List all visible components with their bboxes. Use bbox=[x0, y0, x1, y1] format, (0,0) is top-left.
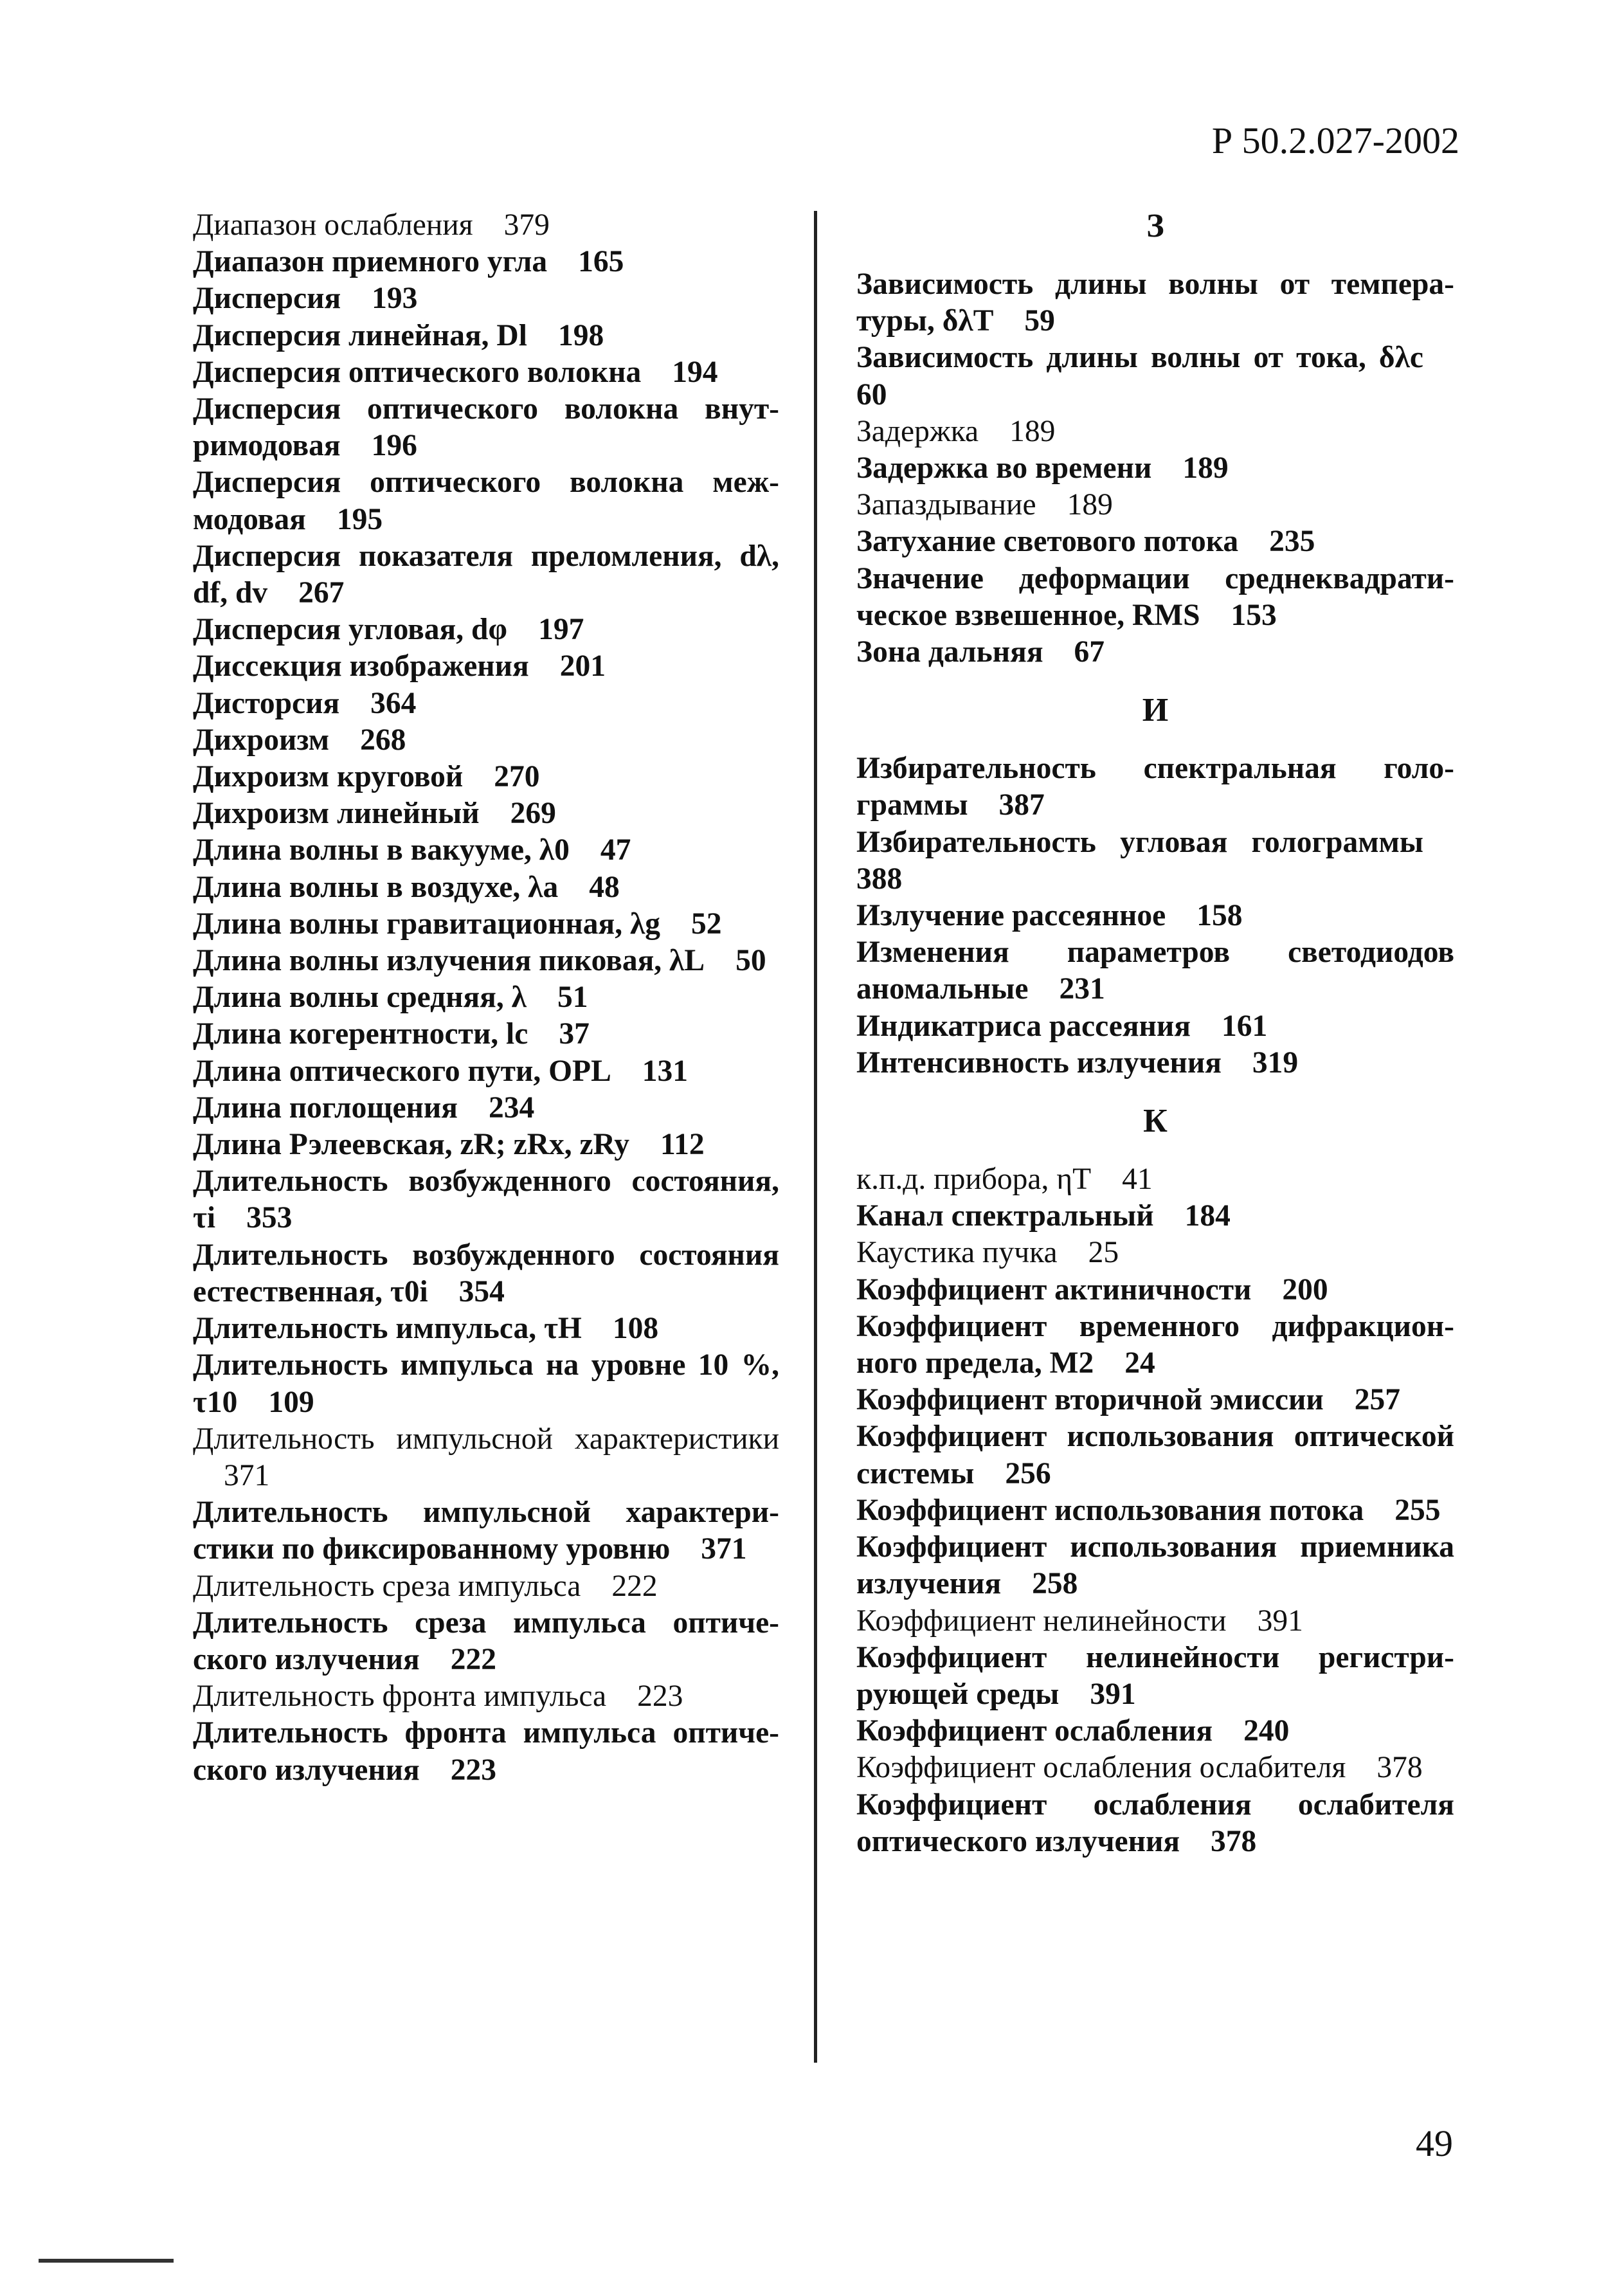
index-term: Длительность импульсной характеристики по фиксированному уровню bbox=[193, 1496, 779, 1566]
index-page-ref: 371 bbox=[701, 1532, 747, 1566]
index-term: Изменения параметров светодиодов аномальные bbox=[856, 936, 1454, 1006]
index-entry bbox=[193, 611, 779, 648]
index-term: Длина оптического пути, OPL bbox=[193, 1054, 611, 1088]
index-entry bbox=[193, 1163, 779, 1236]
index-page-ref: 234 bbox=[488, 1090, 535, 1125]
index-term: Длительность среза импульса bbox=[193, 1569, 581, 1603]
index-term: Длительность импульса, τH bbox=[193, 1312, 582, 1346]
index-page-ref: 59 bbox=[1024, 304, 1055, 338]
index-page-ref: 364 bbox=[370, 686, 417, 720]
index-term: Канал спектральный bbox=[856, 1199, 1154, 1233]
index-entry bbox=[193, 1568, 779, 1605]
index-term: Длительность фронта импульса оптического излучения bbox=[193, 1716, 779, 1787]
index-entry bbox=[856, 450, 1454, 487]
index-term: Дисперсия линейная, Dl bbox=[193, 318, 527, 352]
index-entry bbox=[856, 487, 1454, 523]
index-entry bbox=[856, 1308, 1454, 1382]
index-term: Зона дальняя bbox=[856, 635, 1043, 669]
index-page-ref: 198 bbox=[557, 318, 604, 352]
index-page-ref: 189 bbox=[1067, 488, 1113, 522]
index-page-ref: 353 bbox=[246, 1201, 293, 1235]
index-entry bbox=[856, 1492, 1454, 1529]
index-term: Дихроизм линейный bbox=[193, 797, 480, 831]
index-term: Длительность импульсной характеристики bbox=[193, 1422, 779, 1456]
index-term: Зависимость длины волны от тока, δλc bbox=[856, 341, 1423, 375]
index-page-ref: 184 bbox=[1184, 1199, 1231, 1233]
index-page-ref: 195 bbox=[336, 502, 383, 536]
index-term: Дисперсия показателя преломления, dλ, df, dv bbox=[193, 539, 779, 610]
index-term: Дихроизм bbox=[193, 723, 330, 757]
index-entry bbox=[193, 832, 779, 869]
index-entry bbox=[193, 1715, 779, 1788]
index-page-ref: 223 bbox=[637, 1679, 683, 1714]
index-entry bbox=[193, 538, 779, 611]
index-term: Зависимость длины волны от температуры, δλT bbox=[856, 267, 1454, 338]
index-entry bbox=[193, 1090, 779, 1126]
index-page-ref: 240 bbox=[1243, 1714, 1290, 1748]
index-page-ref: 378 bbox=[1376, 1751, 1423, 1785]
index-page-ref: 391 bbox=[1257, 1604, 1303, 1638]
index-page-ref: 112 bbox=[660, 1128, 705, 1162]
index-page-ref: 24 bbox=[1124, 1346, 1155, 1380]
index-page-ref: 235 bbox=[1269, 525, 1315, 559]
index-term: Длина волны средняя, λ bbox=[193, 981, 527, 1015]
index-page-ref: 257 bbox=[1354, 1383, 1400, 1417]
index-entry bbox=[856, 1235, 1454, 1271]
scan-edge-mark bbox=[39, 2259, 174, 2263]
right-index-column bbox=[856, 207, 1454, 1860]
index-entry bbox=[856, 1382, 1454, 1418]
index-entry bbox=[856, 523, 1454, 560]
index-page-ref: 200 bbox=[1282, 1272, 1328, 1307]
index-term: Диапазон ослабления bbox=[193, 208, 473, 242]
index-term: Длина поглощения bbox=[193, 1090, 458, 1125]
index-term: Дисперсия оптического волокна bbox=[193, 355, 642, 389]
index-term: Коэффициент ослабления ослабителя оптического излучения bbox=[856, 1787, 1454, 1858]
index-entry bbox=[856, 1008, 1454, 1045]
index-entry bbox=[856, 1603, 1454, 1640]
index-page-ref: 109 bbox=[268, 1385, 314, 1419]
index-entry bbox=[856, 1750, 1454, 1786]
index-entry bbox=[193, 391, 779, 464]
index-entry bbox=[193, 244, 779, 280]
index-entry bbox=[856, 934, 1454, 1008]
index-term: Коэффициент актиничности bbox=[856, 1272, 1252, 1307]
index-term: Длительность фронта импульса bbox=[193, 1679, 607, 1714]
index-term: Длительность возбужденного состояния естественная, τ0i bbox=[193, 1238, 779, 1308]
index-page-ref: 258 bbox=[1032, 1567, 1078, 1601]
index-term: Дихроизм круговой bbox=[193, 760, 464, 794]
index-page-ref: 388 bbox=[856, 862, 903, 896]
index-entry bbox=[856, 750, 1454, 824]
index-entry bbox=[856, 1529, 1454, 1602]
index-page-ref: 161 bbox=[1222, 1009, 1268, 1043]
page-number: 49 bbox=[1416, 2122, 1453, 2164]
index-page-ref: 131 bbox=[642, 1054, 689, 1088]
index-page-ref: 50 bbox=[735, 944, 766, 978]
index-entry bbox=[193, 354, 779, 391]
index-entry bbox=[193, 1053, 779, 1090]
index-page-ref: 378 bbox=[1211, 1824, 1257, 1858]
document-code: Р 50.2.027-2002 bbox=[1211, 120, 1459, 161]
index-page-ref: 379 bbox=[503, 208, 550, 242]
index-page-ref: 41 bbox=[1122, 1163, 1153, 1197]
index-term: Коэффициент нелинейности регистрирующей среды bbox=[856, 1640, 1454, 1711]
index-entry bbox=[193, 906, 779, 943]
index-page-ref: 194 bbox=[672, 355, 718, 389]
index-term: Диссекция изображения bbox=[193, 649, 529, 683]
index-entry bbox=[193, 1126, 779, 1163]
index-term: Диапазон приемного угла bbox=[193, 245, 548, 279]
index-page-ref: 270 bbox=[494, 760, 540, 794]
index-term: Интенсивность излучения bbox=[856, 1045, 1222, 1080]
index-page-ref: 197 bbox=[538, 613, 584, 647]
index-entry bbox=[193, 1310, 779, 1347]
index-term: Длина волны излучения пиковая, λL bbox=[193, 944, 705, 978]
index-page-ref: 25 bbox=[1088, 1236, 1119, 1270]
index-entry bbox=[856, 1161, 1454, 1198]
index-term: Длительность среза импульса оптического излучения bbox=[193, 1606, 779, 1676]
index-entry bbox=[193, 1016, 779, 1053]
index-term: Коэффициент вторичной эмиссии bbox=[856, 1383, 1324, 1417]
index-entry bbox=[193, 1678, 779, 1715]
index-term: Длина волны гравитационная, λg bbox=[193, 907, 661, 941]
index-entry bbox=[193, 318, 779, 354]
index-entry bbox=[856, 561, 1454, 634]
index-entry bbox=[193, 207, 779, 244]
index-page-ref: 37 bbox=[559, 1017, 590, 1051]
index-page-ref: 223 bbox=[450, 1753, 496, 1787]
index-entry bbox=[193, 464, 779, 538]
section-letter-heading: З bbox=[1146, 208, 1164, 244]
index-term: Задержка bbox=[856, 414, 979, 448]
index-entry bbox=[193, 1237, 779, 1310]
index-page-ref: 222 bbox=[611, 1569, 658, 1603]
index-page-ref: 391 bbox=[1090, 1677, 1136, 1711]
index-entry bbox=[193, 1494, 779, 1568]
index-page-ref: 189 bbox=[1009, 414, 1056, 448]
index-page-ref: 256 bbox=[1005, 1456, 1051, 1490]
index-page-ref: 255 bbox=[1394, 1493, 1441, 1527]
index-entry bbox=[856, 339, 1454, 413]
index-page-ref: 52 bbox=[691, 907, 722, 941]
index-entry bbox=[193, 1347, 779, 1420]
index-entry bbox=[193, 979, 779, 1016]
index-term: Дисторсия bbox=[193, 686, 340, 720]
section-letter-heading: И bbox=[1142, 692, 1169, 729]
index-term: Индикатриса рассеяния bbox=[856, 1009, 1191, 1043]
index-term: Избирательность угловая голограммы bbox=[856, 825, 1423, 859]
index-term: Длительность возбужденного состояния, τi bbox=[193, 1164, 779, 1235]
index-page-ref: 153 bbox=[1231, 598, 1277, 632]
index-entry bbox=[193, 722, 779, 759]
index-term: Коэффициент нелинейности bbox=[856, 1604, 1227, 1638]
index-term: Длина когерентности, lc bbox=[193, 1017, 528, 1051]
index-entry bbox=[193, 943, 779, 979]
index-page-ref: 165 bbox=[578, 245, 624, 279]
index-page-ref: 267 bbox=[298, 576, 345, 610]
index-term: Коэффициент использования приемника излучения bbox=[856, 1530, 1454, 1601]
index-entry bbox=[856, 1272, 1454, 1308]
index-page-ref: 189 bbox=[1182, 451, 1229, 485]
index-entry bbox=[856, 824, 1454, 898]
index-term: Дисперсия угловая, dφ bbox=[193, 613, 508, 647]
index-page-ref: 47 bbox=[600, 833, 631, 867]
index-page-ref: 193 bbox=[372, 282, 418, 316]
left-index-column bbox=[193, 207, 779, 1789]
index-page-ref: 269 bbox=[510, 797, 556, 831]
index-entry bbox=[193, 795, 779, 832]
index-entry bbox=[193, 648, 779, 685]
index-term: Длина Рэлеевская, zR; zRx, zRy bbox=[193, 1128, 629, 1162]
index-term: Затухание светового потока bbox=[856, 525, 1239, 559]
index-term: Коэффициент ослабления ослабителя bbox=[856, 1751, 1346, 1785]
index-term: Каустика пучка bbox=[856, 1236, 1058, 1270]
index-page-ref: 371 bbox=[224, 1458, 270, 1492]
index-term: Значение деформации среднеквадратическое взвешенное, RMS bbox=[856, 561, 1454, 632]
index-entry bbox=[856, 1418, 1454, 1492]
index-entry bbox=[856, 413, 1454, 450]
index-entry bbox=[856, 1787, 1454, 1860]
index-page-ref: 319 bbox=[1252, 1045, 1299, 1080]
index-term: Запаздывание bbox=[856, 488, 1036, 522]
index-page-ref: 108 bbox=[612, 1312, 659, 1346]
index-page-ref: 60 bbox=[856, 377, 887, 412]
index-entry bbox=[193, 1421, 779, 1494]
index-page-ref: 222 bbox=[450, 1642, 496, 1676]
index-page-ref: 231 bbox=[1059, 972, 1105, 1006]
index-page-ref: 158 bbox=[1196, 899, 1243, 933]
index-entry bbox=[193, 869, 779, 906]
index-entry bbox=[856, 898, 1454, 934]
index-page-ref: 48 bbox=[589, 870, 620, 904]
index-term: Избирательность спектральная голограммы bbox=[856, 752, 1454, 822]
index-page-ref: 51 bbox=[557, 981, 588, 1015]
index-entry bbox=[193, 759, 779, 795]
section-letter-heading: К bbox=[1143, 1103, 1168, 1140]
index-page-ref: 354 bbox=[458, 1274, 505, 1308]
index-entry bbox=[856, 634, 1454, 671]
index-entry bbox=[193, 1605, 779, 1678]
index-page-ref: 387 bbox=[998, 788, 1045, 822]
index-entry bbox=[856, 266, 1454, 339]
index-term: Коэффициент ослабления bbox=[856, 1714, 1213, 1748]
index-entry bbox=[856, 1713, 1454, 1750]
index-page-ref: 201 bbox=[559, 649, 606, 683]
index-term: Коэффициент временного дифракционного предела, M2 bbox=[856, 1309, 1454, 1380]
index-entry bbox=[856, 1045, 1454, 1081]
index-entry bbox=[856, 1640, 1454, 1713]
index-term: Дисперсия оптического волокна межмодовая bbox=[193, 466, 779, 536]
index-page-ref: 196 bbox=[371, 429, 417, 463]
column-divider bbox=[814, 211, 817, 2063]
index-entry bbox=[856, 1198, 1454, 1235]
index-term: Длительность импульса на уровне 10 %, τ10 bbox=[193, 1348, 779, 1419]
index-entry bbox=[193, 280, 779, 317]
index-term: Дисперсия оптического волокна внутримодовая bbox=[193, 392, 779, 463]
index-page-ref: 67 bbox=[1074, 635, 1105, 669]
index-term: Дисперсия bbox=[193, 282, 341, 316]
index-page-ref: 268 bbox=[360, 723, 406, 757]
index-term: Коэффициент использования потока bbox=[856, 1493, 1364, 1527]
index-term: Длина волны в воздухе, λa bbox=[193, 870, 559, 904]
index-term: Длина волны в вакууме, λ0 bbox=[193, 833, 570, 867]
index-entry bbox=[193, 685, 779, 722]
index-term: Излучение рассеянное bbox=[856, 899, 1166, 933]
index-term: Коэффициент использования оптической системы bbox=[856, 1420, 1454, 1490]
index-term: к.п.д. прибора, ηT bbox=[856, 1163, 1092, 1197]
index-term: Задержка во времени bbox=[856, 451, 1152, 485]
